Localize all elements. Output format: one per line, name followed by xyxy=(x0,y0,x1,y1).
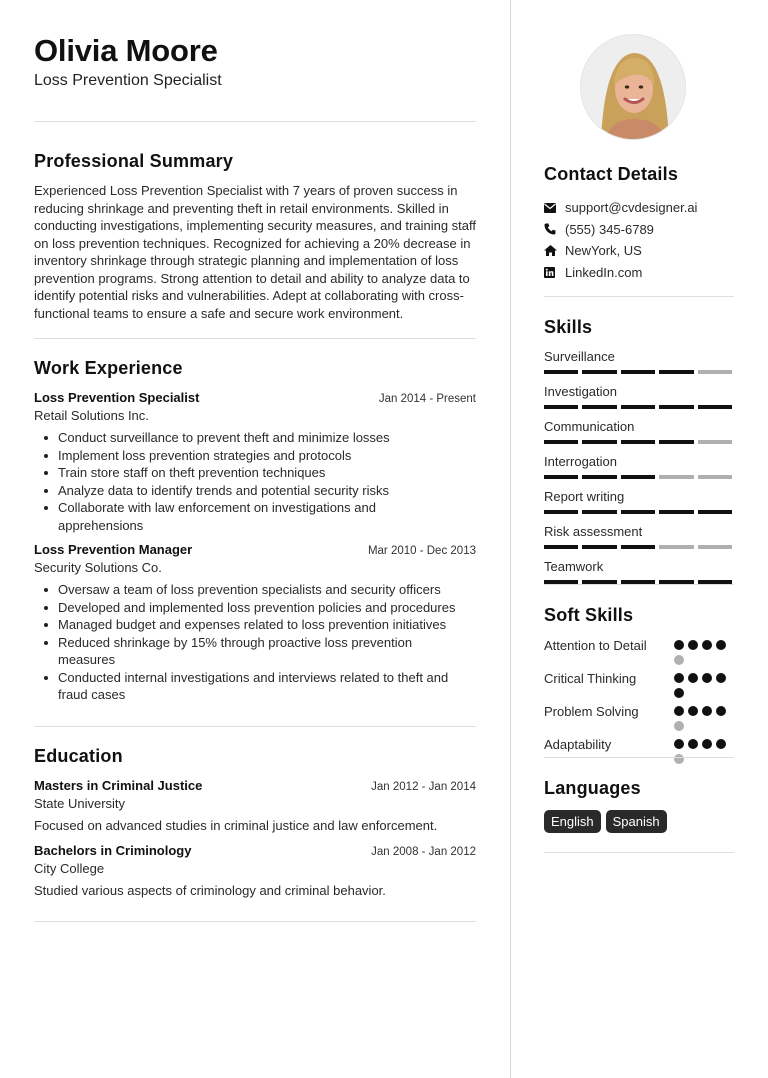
rating-dot xyxy=(716,739,726,749)
skill-level-segment xyxy=(544,545,578,549)
contact-linkedin[interactable] xyxy=(544,262,734,284)
soft-skill-item xyxy=(544,703,734,731)
rating-dot xyxy=(674,655,684,665)
summary-heading: Professional Summary xyxy=(34,151,234,171)
rating-dot xyxy=(716,673,726,683)
rating-dot xyxy=(716,640,726,650)
soft-skill-item xyxy=(544,670,734,698)
divider xyxy=(544,296,734,297)
skill-level-bar xyxy=(544,545,734,549)
skill-item xyxy=(544,524,734,549)
skill-level-segment xyxy=(659,510,693,514)
bullet-item: Oversaw a team of loss prevention specialists and security officers xyxy=(43,581,476,599)
soft-skill-rating xyxy=(674,637,734,665)
skill-level-segment xyxy=(582,545,616,549)
education-heading: Education xyxy=(34,745,123,766)
rating-dot xyxy=(674,640,684,650)
profile-photo xyxy=(580,34,686,140)
contact-phone[interactable] xyxy=(544,219,734,241)
school: State University xyxy=(34,795,126,811)
contact-location-text: NewYork, US xyxy=(565,243,642,259)
main-column xyxy=(34,34,476,922)
soft-skill-name: Adaptability xyxy=(544,737,612,752)
skill-item xyxy=(544,349,734,374)
rating-dot xyxy=(674,721,684,731)
rating-dot xyxy=(716,706,726,716)
rating-dot xyxy=(688,739,698,749)
skill-level-segment xyxy=(621,405,655,409)
rating-dot xyxy=(674,706,684,716)
skill-level-segment xyxy=(544,440,578,444)
bullet-item: Implement loss prevention strategies and protocols xyxy=(43,447,476,465)
education-dates: Jan 2008 - Jan 2012 xyxy=(371,845,476,858)
school: City College xyxy=(34,860,105,876)
skill-level-segment xyxy=(659,370,693,374)
skill-level-segment xyxy=(698,475,732,479)
divider xyxy=(34,121,476,122)
skill-level-segment xyxy=(659,405,693,409)
rating-dot xyxy=(688,706,698,716)
skill-level-segment xyxy=(698,370,732,374)
bullet-item: Developed and implemented loss prevention policies and procedures xyxy=(43,599,476,617)
education-entry xyxy=(34,778,476,833)
skill-level-segment xyxy=(621,545,655,549)
skill-level-bar xyxy=(544,405,734,409)
skills-heading: Skills xyxy=(544,317,593,337)
avatar-icon xyxy=(581,35,686,140)
job-dates: Jan 2014 - Present xyxy=(378,393,476,405)
job-bullets xyxy=(34,429,476,534)
bullet-item: Train store staff on theft prevention techniques xyxy=(43,464,476,482)
contact-linkedin-text: LinkedIn.com xyxy=(565,264,643,280)
skill-level-segment xyxy=(544,510,578,514)
skills-section xyxy=(544,317,734,594)
soft-skill-rating xyxy=(674,736,734,764)
experience-heading: Work Experience xyxy=(34,358,183,378)
job-bullets xyxy=(34,581,476,704)
skill-name: Surveillance xyxy=(544,349,615,364)
bullet-item: Collaborate with law enforcement on investigations and apprehensions xyxy=(43,499,476,534)
education-entry xyxy=(34,843,476,898)
skill-level-bar xyxy=(544,510,734,514)
contact-section xyxy=(544,164,734,283)
education-description: Studied various aspects of criminology and criminal behavior. xyxy=(34,882,386,898)
skill-level-segment xyxy=(582,440,616,444)
skill-name: Interrogation xyxy=(544,454,617,469)
envelope-icon xyxy=(544,203,565,213)
skill-name: Communication xyxy=(544,419,635,434)
job-company: Security Solutions Co. xyxy=(34,560,162,575)
job-company: Retail Solutions Inc. xyxy=(34,408,149,423)
skill-level-segment xyxy=(698,440,732,444)
skill-level-bar xyxy=(544,370,734,374)
skill-level-segment xyxy=(659,475,693,479)
skill-level-segment xyxy=(698,545,732,549)
skill-name: Teamwork xyxy=(544,559,604,574)
skill-level-segment xyxy=(621,475,655,479)
skill-level-bar xyxy=(544,475,734,479)
soft-skill-item xyxy=(544,637,734,665)
soft-skill-name: Attention to Detail xyxy=(544,638,647,653)
soft-skill-name: Critical Thinking xyxy=(544,671,637,686)
skill-level-segment xyxy=(659,545,693,549)
rating-dot xyxy=(674,673,684,683)
candidate-name: Olivia Moore xyxy=(34,33,218,68)
experience-section xyxy=(34,358,476,704)
job-role: Loss Prevention Manager xyxy=(34,542,193,557)
divider xyxy=(544,852,734,853)
skill-level-segment xyxy=(659,440,693,444)
skill-level-segment xyxy=(621,370,655,374)
skill-level-segment xyxy=(621,440,655,444)
job-entry xyxy=(34,390,476,534)
soft-skill-rating xyxy=(674,670,734,698)
rating-dot xyxy=(674,754,684,764)
bullet-item: Conducted internal investigations and interviews related to theft and fraud cases xyxy=(43,669,476,704)
bullet-item: Analyze data to identify trends and potential security risks xyxy=(43,482,476,500)
skill-item xyxy=(544,489,734,514)
soft-skills-list xyxy=(544,637,734,764)
soft-skill-item xyxy=(544,736,734,764)
skill-level-segment xyxy=(544,405,578,409)
contact-email[interactable] xyxy=(544,197,734,219)
contact-heading: Contact Details xyxy=(544,164,679,184)
divider xyxy=(34,921,476,922)
skill-level-segment xyxy=(698,405,732,409)
candidate-title: Loss Prevention Specialist xyxy=(34,72,222,89)
skill-item xyxy=(544,559,734,584)
phone-icon xyxy=(544,223,565,235)
skill-item xyxy=(544,384,734,409)
degree: Masters in Criminal Justice xyxy=(34,777,203,793)
divider xyxy=(544,757,734,758)
bullet-item: Reduced shrinkage by 15% through proactive loss prevention measures xyxy=(43,634,476,669)
soft-skills-heading: Soft Skills xyxy=(544,605,634,625)
skill-level-segment xyxy=(582,370,616,374)
languages-heading: Languages xyxy=(544,778,641,798)
skill-level-segment xyxy=(698,510,732,514)
rating-dot xyxy=(674,688,684,698)
skill-level-segment xyxy=(544,475,578,479)
education-dates: Jan 2012 - Jan 2014 xyxy=(371,780,476,793)
skill-name: Risk assessment xyxy=(544,524,643,539)
languages-section xyxy=(544,778,734,833)
contact-email-text: support@cvdesigner.ai xyxy=(565,200,698,216)
degree: Bachelors in Criminology xyxy=(34,842,192,858)
summary-text: Experienced Loss Prevention Specialist with 7 years of proven success in reducing shrinkage and preventing theft in retail environments. Skilled in conducting investigations, implementing security measures, and training staff on loss prevention techniques. Recognized for achieving a 20% decrease in inventory shrinkage through strategic planning and implementation of loss prevention programs. Strong attention to detail and ability to analyze data to identify potential risks and vulnerabilities. Adept at collaborating with cross-functional teams to ensure a safe and secure work environment. xyxy=(34,183,476,321)
skills-list xyxy=(544,349,734,584)
soft-skill-name: Problem Solving xyxy=(544,704,639,719)
job-entry xyxy=(34,542,476,704)
rating-dot xyxy=(702,706,712,716)
skill-level-segment xyxy=(582,510,616,514)
linkedin-icon xyxy=(544,267,565,278)
rating-dot xyxy=(702,739,712,749)
education-section xyxy=(34,746,476,898)
summary-section xyxy=(34,151,476,322)
bullet-item: Managed budget and expenses related to loss prevention initiatives xyxy=(43,616,476,634)
contact-location xyxy=(544,240,734,262)
job-dates: Mar 2010 - Dec 2013 xyxy=(367,545,476,557)
soft-skills-section xyxy=(544,605,734,769)
skill-level-bar xyxy=(544,440,734,444)
skill-level-segment xyxy=(544,370,578,374)
rating-dot xyxy=(674,739,684,749)
skill-name: Report writing xyxy=(544,489,625,504)
divider xyxy=(34,338,476,339)
language-tag: English xyxy=(544,810,601,833)
home-icon xyxy=(544,245,565,256)
rating-dot xyxy=(702,673,712,683)
bullet-item: Conduct surveillance to prevent theft and minimize losses xyxy=(43,429,476,447)
divider xyxy=(544,584,734,585)
skill-level-segment xyxy=(621,510,655,514)
rating-dot xyxy=(688,673,698,683)
education-description: Focused on advanced studies in criminal justice and law enforcement. xyxy=(34,817,438,833)
skill-level-segment xyxy=(582,475,616,479)
language-tags xyxy=(544,810,734,833)
job-role: Loss Prevention Specialist xyxy=(34,390,200,405)
rating-dot xyxy=(688,640,698,650)
language-tag: Spanish xyxy=(606,810,667,833)
skill-item xyxy=(544,454,734,479)
divider xyxy=(34,726,476,727)
rating-dot xyxy=(702,640,712,650)
soft-skill-rating xyxy=(674,703,734,731)
contact-phone-text: (555) 345-6789 xyxy=(565,221,654,237)
skill-level-segment xyxy=(582,405,616,409)
column-divider xyxy=(510,0,511,1078)
skill-name: Investigation xyxy=(544,384,617,399)
skill-item xyxy=(544,419,734,444)
